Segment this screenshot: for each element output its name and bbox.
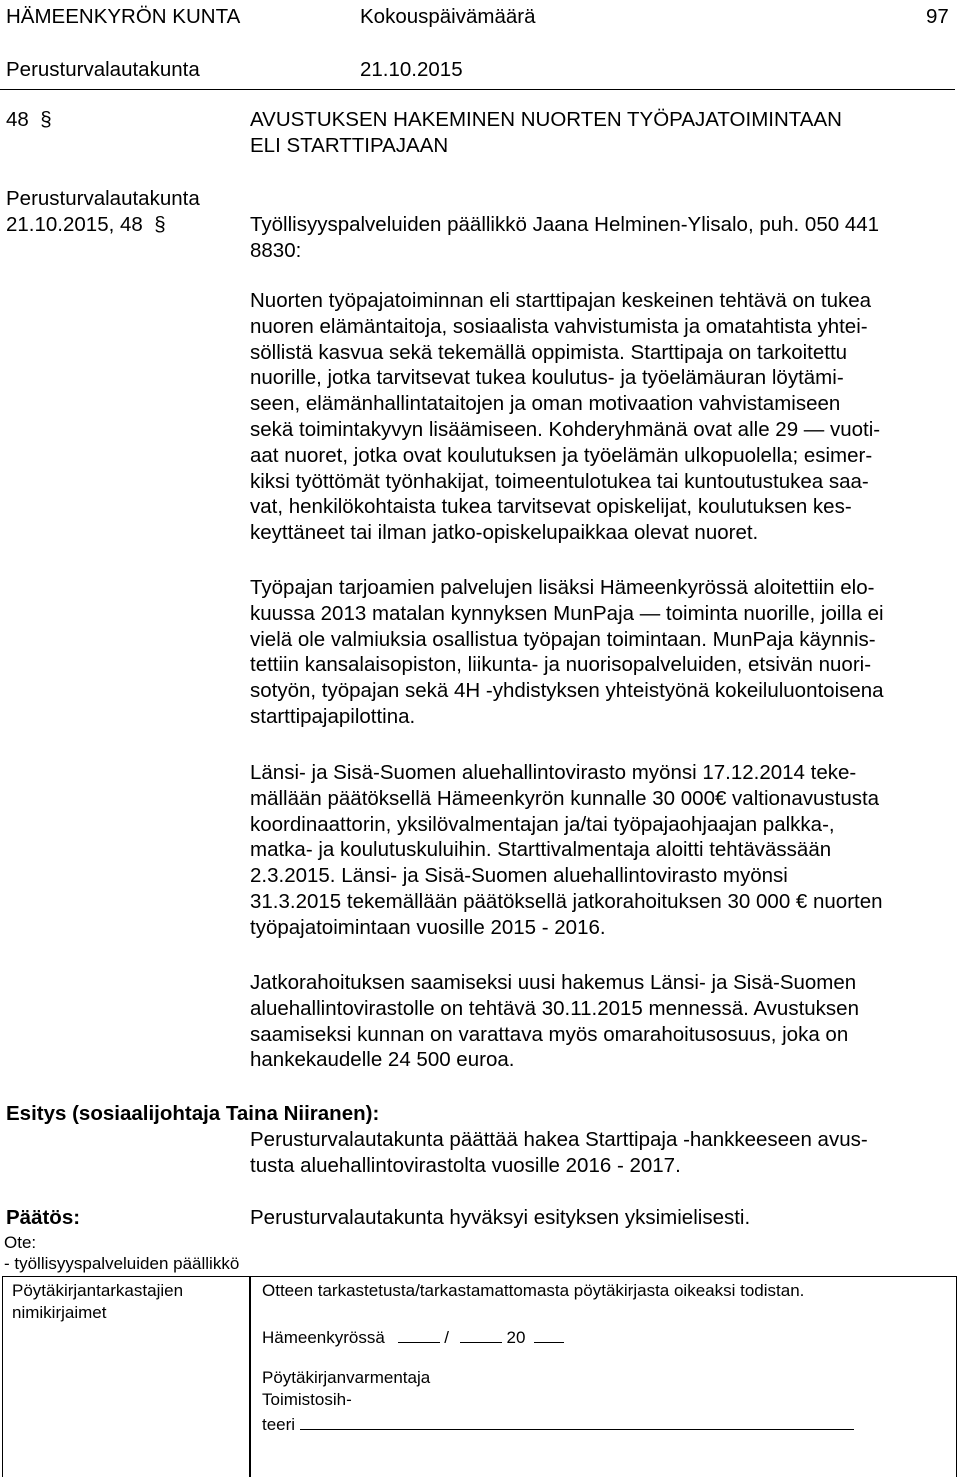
paragraph-line: sekä toimintakyvyn lisäämiseen. Kohderyhmänä ovat alle 29 — vuoti- — [250, 417, 881, 441]
paragraph-line: Nuorten työpajatoiminnan eli starttipajan keskeinen tehtävä on tukea — [250, 289, 872, 312]
paragraph-line: Jatkorahoituksen saamiseksi uusi hakemus Länsi- ja Sisä-Suomen — [250, 971, 857, 994]
proposal-text — [250, 1127, 950, 1179]
section-title-line: AVUSTUKSEN HAKEMINEN NUORTEN TYÖPAJATOIMINTAAN — [250, 108, 842, 131]
prev-body: Perusturvalautakunta — [6, 187, 200, 210]
footer-month-blank — [460, 1324, 502, 1343]
paragraph-line: vielä ole valmiuksia osallistua työpajan toimintaan. MunPaja käynnis- — [250, 627, 876, 651]
section-number-value: 48 — [6, 108, 29, 131]
paragraph-line: keyttäneet tai ilman jatko-opiskelupaikkaa olevat nuoret. — [250, 521, 759, 545]
footer-signature-blank — [300, 1411, 854, 1430]
paragraph-line: nuoren elämäntaitoja, sosiaalista vahvistumista ja omatahtista yhtei- — [250, 314, 868, 338]
paragraph-line: tettiin kansalaisopiston, liikunta- ja nuorisopalveluiden, etsivän nuori- — [250, 653, 872, 677]
footer-verifier: Pöytäkirjanvarmentaja — [262, 1368, 431, 1387]
paragraph-line: kiksi työttömät työnhakijat, toimeentulotukea tai kuntoutustukea saa- — [250, 469, 869, 493]
paragraph-line: Länsi- ja Sisä-Suomen aluehallintovirasto myönsi 17.12.2014 teke- — [250, 761, 857, 784]
section-sign-icon: § — [34, 108, 52, 131]
extract-recipient: - työllisyyspalveluiden päällikkö — [4, 1254, 240, 1273]
paragraph-3 — [250, 760, 950, 941]
paragraph-2 — [250, 575, 950, 730]
footer-initials-label — [12, 1280, 183, 1324]
paragraph-line: aat nuoret, jotka ovat koulutuksen ja työelämän ulkopuolella; esimer- — [250, 443, 873, 467]
footer-certify: Otteen tarkastetusta/tarkastamattomasta pöytäkirjasta oikeaksi todistan. — [262, 1281, 805, 1300]
section-sign-icon: § — [148, 213, 166, 236]
header-rule — [0, 89, 955, 90]
paragraph-line: söllistä kasvua sekä tekemällä oppimista. Starttipaja on tarkoitettu — [250, 340, 848, 364]
section-title-line: ELI STARTTIPAJAAN — [250, 134, 449, 157]
paragraph-line: kuussa 2013 matalan kynnyksen MunPaja — toiminta nuorille, joilla ei — [250, 601, 884, 625]
footer-secretary-text: teeri — [262, 1415, 296, 1434]
footer-secretary-line2 — [262, 1411, 854, 1436]
prev-text — [250, 212, 879, 264]
header-body: Perusturvalautakunta — [6, 58, 200, 81]
decision-text: Perusturvalautakunta hyväksyi esityksen yksimielisesti. — [250, 1206, 751, 1229]
footer-initials-line: nimikirjaimet — [12, 1303, 107, 1322]
footer-place-line — [262, 1324, 564, 1349]
header-page-number: 97 — [926, 5, 949, 28]
prev-text-line: Työllisyyspalveluiden päällikkö Jaana Helminen-Ylisalo, puh. 050 441 — [250, 213, 880, 236]
header-org: HÄMEENKYRÖN KUNTA — [6, 5, 241, 28]
decision-label: Päätös: — [6, 1206, 81, 1229]
paragraph-line: starttipajapilottina. — [250, 704, 416, 728]
prev-text-line: 8830: — [250, 239, 302, 262]
paragraph-line: Työpajan tarjoamien palvelujen lisäksi Hämeenkyrössä aloitettiin elo- — [250, 576, 875, 599]
footer-initials-line: Pöytäkirjantarkastajien — [12, 1281, 184, 1300]
footer-day-blank — [398, 1324, 440, 1343]
section-number — [6, 107, 52, 133]
paragraph-line: aluehallintovirastolle on tehtävä 30.11.2015 mennessä. Avustuksen — [250, 996, 859, 1020]
paragraph-line: työpajatoimintaan vuosille 2015 - 2016. — [250, 915, 606, 939]
footer-slash: / — [444, 1328, 450, 1347]
proposal-line: tusta aluehallintovirastolta vuosille 2016 - 2017. — [250, 1153, 681, 1177]
footer-year-blank — [534, 1324, 564, 1343]
proposal-line: Perusturvalautakunta päättää hakea Starttipaja -hankkeeseen avus- — [250, 1128, 868, 1151]
paragraph-line: 31.3.2015 tekemällään päätöksellä jatkorahoituksen 30 000 € nuorten — [250, 889, 883, 913]
paragraph-line: saamiseksi kunnan on varattava myös omarahoitusosuus, joka on — [250, 1022, 849, 1046]
prev-ref — [6, 212, 166, 238]
footer-year: 20 — [506, 1328, 526, 1347]
paragraph-line: seen, elämänhallintataitojen ja oman motivaation vahvistamiseen — [250, 392, 841, 416]
extract-label: Ote: — [4, 1233, 37, 1252]
footer-place: Hämeenkyrössä — [262, 1328, 385, 1347]
paragraph-line: mällään päätöksellä Hämeenkyrön kunnalle 30 000€ valtionavustusta — [250, 786, 880, 810]
section-title — [250, 107, 842, 159]
paragraph-line: hankekaudelle 24 500 euroa. — [250, 1048, 515, 1072]
paragraph-line: 2.3.2015. Länsi- ja Sisä-Suomen aluehallintovirasto myönsi — [250, 864, 788, 888]
paragraph-line: vat, henkilökohtaista tukea tarvitsevat opiskelijat, koulutuksen kes- — [250, 495, 852, 519]
header-date: 21.10.2015 — [360, 58, 463, 81]
prev-ref-value: 21.10.2015, 48 — [6, 213, 143, 236]
header-date-label: Kokouspäivämäärä — [360, 5, 536, 28]
paragraph-4 — [250, 970, 950, 1073]
paragraph-line: sotyön, työpajan sekä 4H -yhdistyksen yhteistyönä kokeiluluontoisena — [250, 679, 884, 703]
proposal-label: Esitys (sosiaalijohtaja Taina Niiranen): — [6, 1102, 380, 1125]
paragraph-line: koordinaattorin, yksilövalmentajan ja/tai työpajaohjaajan palkka-, — [250, 812, 835, 836]
footer-secretary-line1: Toimistosih- — [262, 1390, 352, 1409]
paragraph-line: nuorille, jotka tarvitsevat tukea koulutus- ja työelämäuran löytämi- — [250, 366, 844, 390]
paragraph-1 — [250, 288, 950, 546]
paragraph-line: matka- ja koulutuskuluihin. Starttivalmentaja aloitti tehtävässään — [250, 838, 832, 862]
